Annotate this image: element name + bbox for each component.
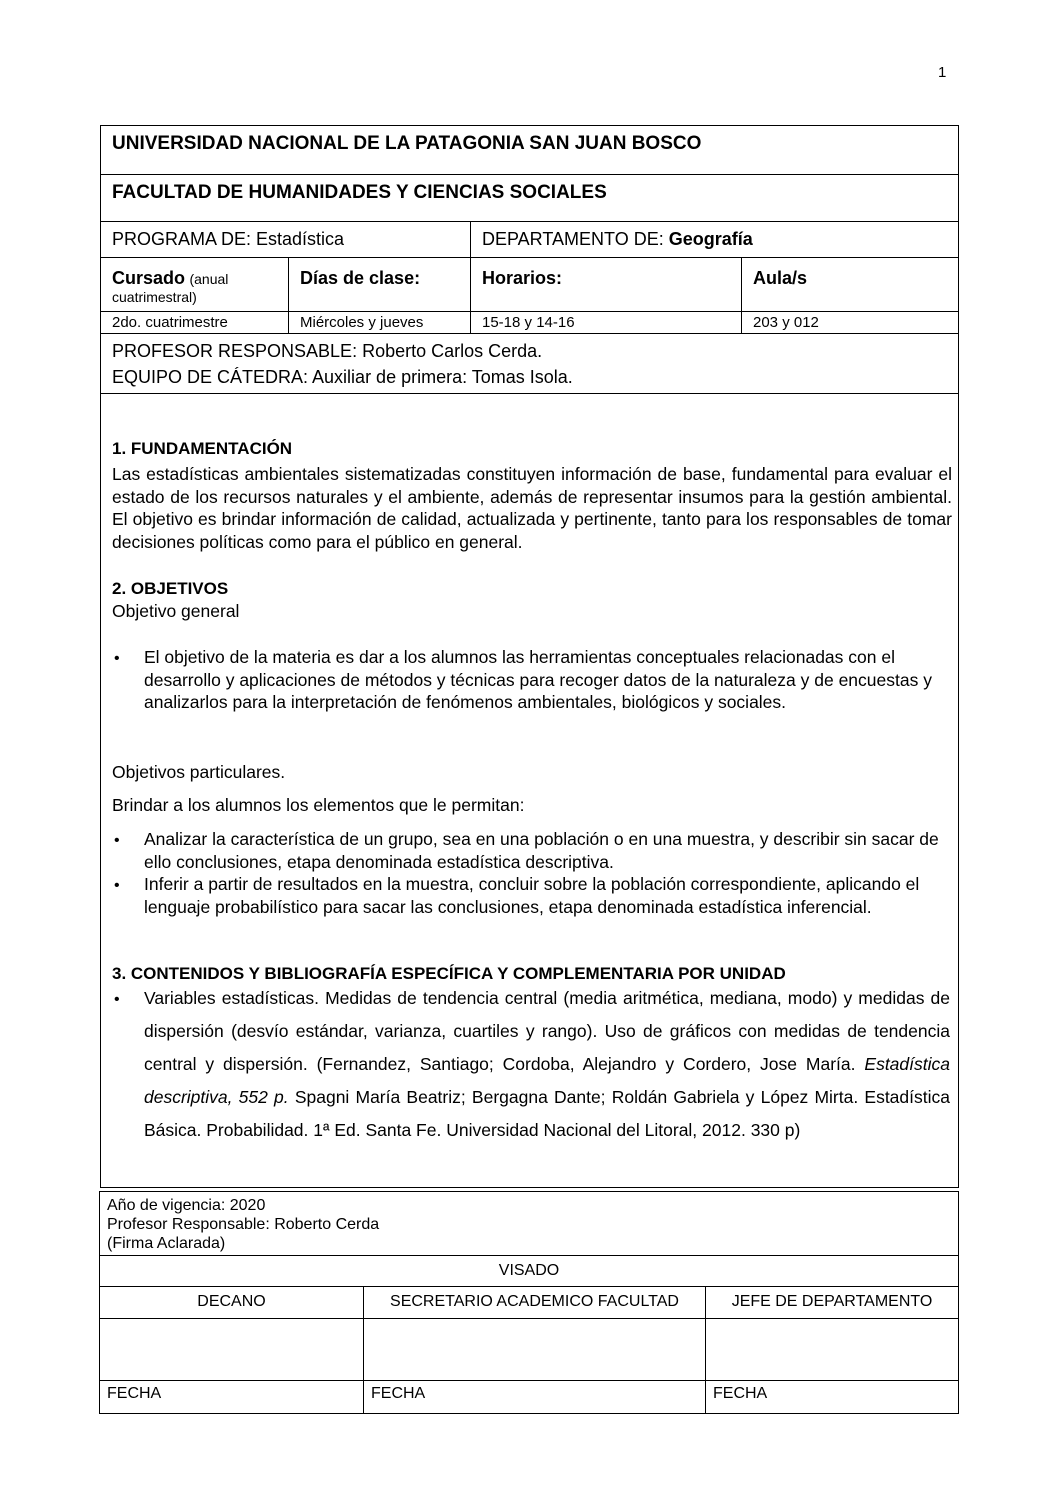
horarios-header: [471, 258, 742, 311]
staff-row: [101, 334, 958, 394]
department-value: Geografía: [668, 229, 753, 249]
vigencia-row: [100, 1192, 958, 1256]
jefe-label: JEFE DE DEPARTAMENTO: [731, 1293, 933, 1310]
cursado-header: [101, 258, 289, 311]
cursado-note-1: (anual: [189, 271, 229, 287]
program-value: Estadística: [256, 229, 345, 249]
visado-label: VISADO: [498, 1262, 560, 1279]
program-label: PROGRAMA DE:: [112, 229, 257, 249]
objetivos-heading: 2. OBJETIVOS: [112, 579, 229, 598]
contenidos-text-2: Spagni María Beatriz; Bergagna Dante; Roldán Gabriela y López Mirta. Estadística Básica. Probabilidad. 1ª Ed. Santa Fe. Universidad Nacional del Litoral, 2012. 330 p): [144, 1087, 950, 1140]
dias-cell: [289, 312, 471, 333]
university-title: UNIVERSIDAD NACIONAL DE LA PATAGONIA SAN JUAN BOSCO: [112, 133, 702, 154]
profesor-responsable: PROFESOR RESPONSABLE: Roberto Carlos Cerda.: [112, 341, 543, 361]
visado-table: [99, 1191, 959, 1414]
objetivo-particular-item-1: Analizar la característica de un grupo, sea en una población o en una muestra, y describir sin sacar de ello conclusiones, etapa denominada estadística descriptiva.: [144, 829, 939, 872]
signature-row: [100, 1319, 958, 1381]
fecha-jefe: FECHA: [713, 1385, 768, 1402]
objetivo-particular-item-2: Inferir a partir de resultados en la muestra, concluir sobre la población correspondiente, aplicando el lenguaje probabilístico para sacar las conclusiones, etapa denominada estadística inferencial.: [144, 874, 920, 917]
horarios-cell: [471, 312, 742, 333]
department-label: DEPARTAMENTO DE:: [482, 229, 669, 249]
decano-label: DECANO: [197, 1293, 266, 1310]
fundamentacion-heading: 1. FUNDAMENTACIÓN: [112, 439, 293, 458]
secretario-signature-box: [364, 1319, 706, 1380]
fundamentacion-text: Las estadísticas ambientales sistematizadas constituyen información de base, fundamental para evaluar el estado de los recursos naturales y el ambiente, además de representar insumos para la gestión ambiental. El objetivo es brindar información de calidad, actualizada y pertinente, tanto para los responsables de tomar decisiones políticas como para el público en general.: [112, 464, 952, 552]
footer-profesor: Profesor Responsable: Roberto Cerda: [107, 1216, 380, 1233]
dias-value: Miércoles y jueves: [300, 314, 424, 331]
aula-cell: [742, 312, 958, 333]
contenidos-heading: 3. CONTENIDOS Y BIBLIOGRAFÍA ESPECÍFICA Y COMPLEMENTARIA POR UNIDAD: [112, 964, 786, 983]
aula-value: 203 y 012: [753, 314, 819, 331]
objetivo-general-item: El objetivo de la materia es dar a los alumnos las herramientas conceptuales relacionadas con el desarrollo y aplicaciones de métodos y técnicas para recoger datos de la naturaleza y de encuestas y analizarlos para la interpretación de fenómenos ambientales, biológicos y sociales.: [144, 647, 932, 712]
cursado-note-2: cuatrimestral): [112, 289, 197, 305]
schedule-values-row: [101, 312, 958, 334]
dias-label: Días de clase:: [300, 268, 421, 288]
firma-aclarada: (Firma Aclarada): [107, 1235, 226, 1252]
aula-label: Aula/s: [753, 268, 808, 288]
contenidos-item: [144, 982, 950, 1147]
program-body: [101, 394, 958, 1187]
vigencia: Año de vigencia: 2020: [107, 1197, 266, 1214]
fecha-secretario: FECHA: [371, 1385, 426, 1402]
objetivo-general-label: Objetivo general: [112, 601, 240, 621]
brindar-label: Brindar a los alumnos los elementos que le permitan:: [112, 795, 525, 815]
cursado-label: Cursado: [112, 268, 186, 288]
secretario-label: SECRETARIO ACADEMICO FACULTAD: [390, 1293, 679, 1310]
program-cell: [101, 222, 471, 257]
dias-header: [289, 258, 471, 311]
decano-signature-box: [100, 1319, 364, 1380]
department-cell: [471, 222, 958, 257]
signers-row: [100, 1287, 958, 1319]
contenidos-book-title: Estadística descriptiva, 552 p.: [144, 1054, 950, 1107]
bullet-icon: •: [114, 991, 120, 1008]
bullet-icon: •: [114, 832, 120, 849]
program-document: [100, 125, 959, 1188]
fecha-decano: FECHA: [107, 1385, 162, 1402]
visado-row: [100, 1256, 958, 1287]
cursado-value: 2do. cuatrimestre: [112, 314, 228, 331]
aula-header: [742, 258, 958, 311]
equipo-catedra: EQUIPO DE CÁTEDRA: Auxiliar de primera: Tomas Isola.: [112, 367, 573, 387]
bullet-icon: •: [114, 877, 120, 894]
page-number: 1: [938, 64, 947, 81]
program-row: [101, 222, 958, 258]
fecha-row: [100, 1381, 958, 1413]
horarios-value: 15-18 y 14-16: [482, 314, 575, 331]
faculty-row: [101, 175, 958, 222]
horarios-label: Horarios:: [482, 268, 563, 288]
bullet-icon: •: [114, 650, 120, 667]
faculty-title: FACULTAD DE HUMANIDADES Y CIENCIAS SOCIALES: [112, 182, 607, 203]
schedule-header-row: [101, 258, 958, 312]
jefe-signature-box: [706, 1319, 958, 1380]
cursado-cell: [101, 312, 289, 333]
contenidos-text-1: Variables estadísticas. Medidas de tendencia central (media aritmética, mediana, modo) y medidas de dispersión (desvío estándar, varianza, cuartiles y rango). Uso de gráficos con medidas de tendencia central y dispersión. (Fernandez, Santiago; Cordoba, Alejandro y Cordero, Jose María.: [144, 988, 950, 1074]
objetivos-particulares-label: Objetivos particulares.: [112, 762, 286, 782]
university-row: [101, 126, 958, 175]
